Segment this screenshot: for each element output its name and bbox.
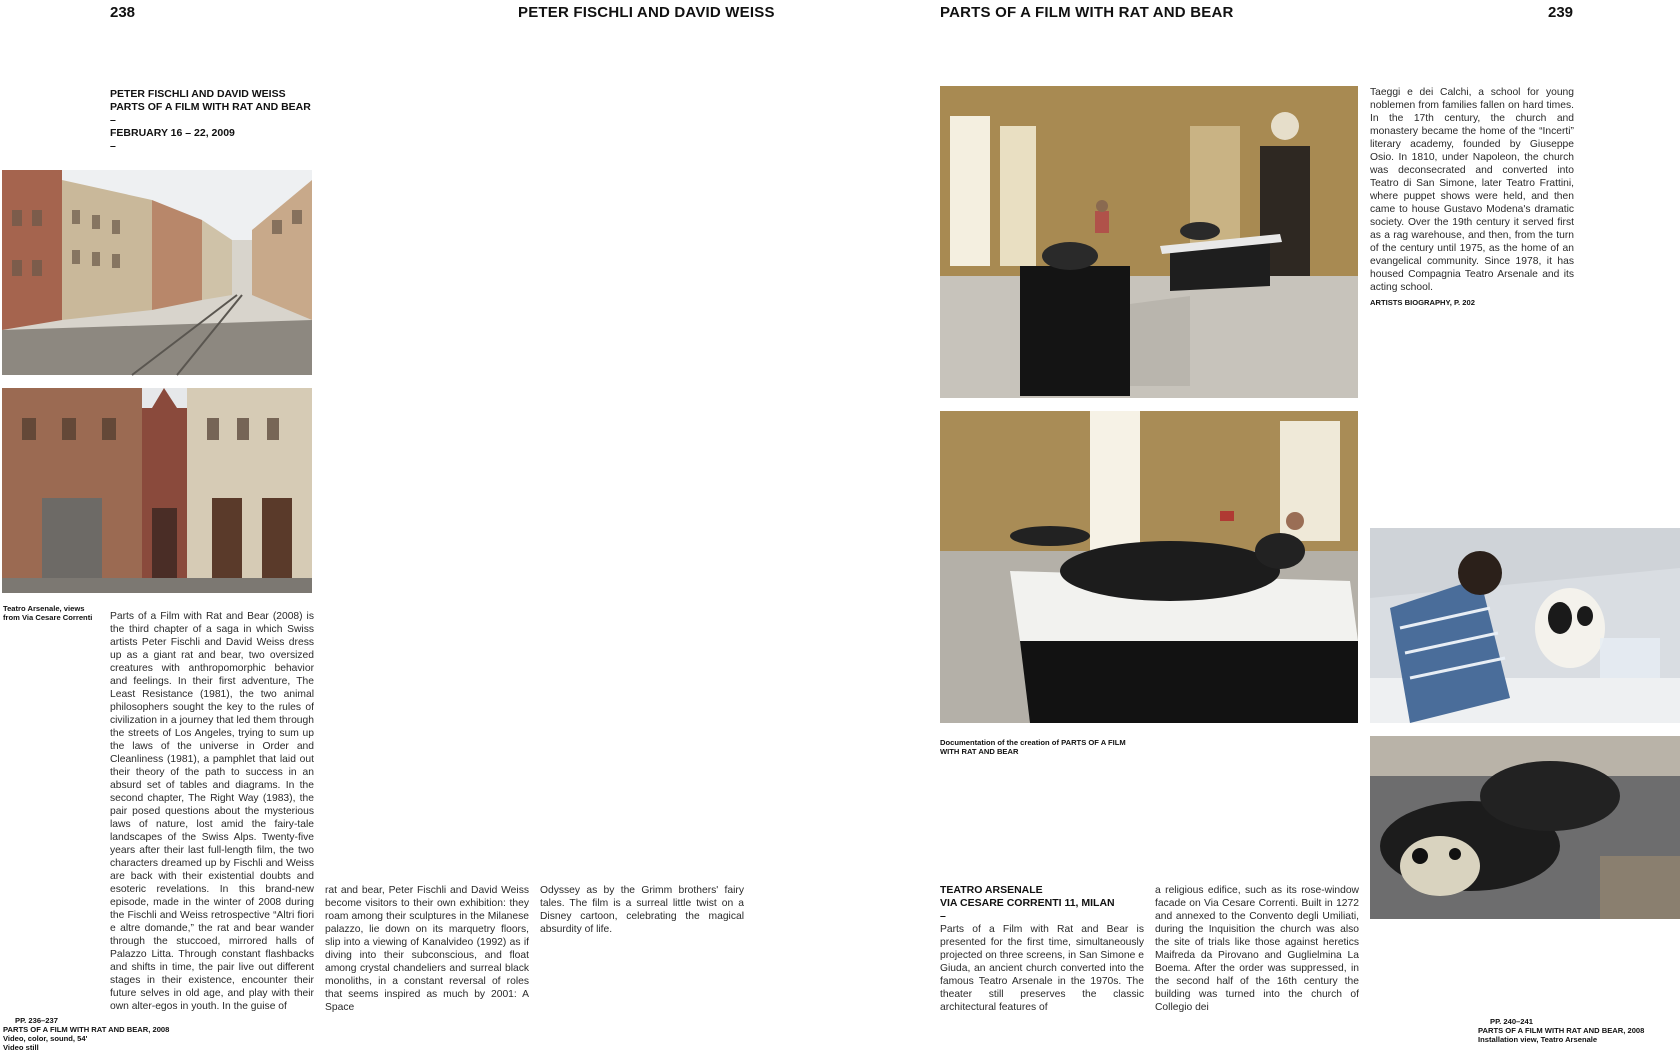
intro-artists: PETER FISCHLI AND DAVID WEISS	[110, 88, 286, 100]
venue-text-top: Taeggi e dei Calchi, a school for young noblemen from families fallen on hard times. In the 17th century, the church and monastery became the home of the “Incerti” literary academy, founded by Giuseppe Osio. In 1810, under Napoleon, the church was deconsecrated and converted into Teatro di San Simone, later Teatro Frattini, where puppet shows were held, and then came to house Gustavo Modena's dramatic society. Over the 19th century it served first as a rag warehouse, and then, from the turn of the century until 1975, as the home of an evangelical community. Since 1978, it has housed Compagnia Teatro Arsenale and its acting school.	[1370, 87, 1574, 293]
right-footer-pages: PP. 240–241	[1490, 1017, 1533, 1026]
right-running-title: PARTS OF A FILM WITH RAT AND BEAR	[940, 4, 1234, 21]
article-text-col2: rat and bear, Peter Fischli and David Weiss become visitors to their own exhibition: they roam among their sculptures in the Milanese palazzo, lie down on its marquetry floors, slip into a viewing of Kanalvideo (1992) as if diving into their subconscious, and float among crystal chandeliers and surreal black monoliths, in a constant reversal of roles that seems inspired as much by 2001: A Space	[325, 885, 529, 1013]
intro-dash: –	[110, 140, 116, 152]
street-views-caption: Teatro Arsenale, views from Via Cesare Correnti	[3, 604, 93, 622]
article-column-2	[325, 884, 529, 1013]
left-footer-medium: Video, color, sound, 54'	[3, 1034, 88, 1043]
venue-text-col1: Parts of a Film with Rat and Bear is presented for the first time, simultaneously projected on three screens, in San Simone e Giuda, an ancient church converted into the famous Teatro Arsenale in the 1970s. The theater still preserves the classic architectural features of	[940, 924, 1144, 1013]
intro-dash: –	[110, 114, 116, 126]
intro-block	[110, 88, 350, 153]
workshop-photo-1	[1370, 528, 1680, 723]
article-column-1	[110, 610, 314, 1012]
venue-dash: –	[940, 910, 946, 922]
venue-text-col2: a religious edifice, such as its rose-window facade on Via Cesare Correnti. Built in 1272 and annexed to the Convento degli Umiliati, during the Inquisition the church was also the site of trials like those against heretics Maifreda da Pirovano and Guglielmina La Boema. After the order was suppressed, in the second half of the 16th century the building was turned into the church of Collegio dei	[1155, 885, 1359, 1013]
venue-name: TEATRO ARSENALE	[940, 884, 1043, 896]
left-footer-caption	[3, 1016, 203, 1052]
right-footer-caption	[1478, 1017, 1678, 1044]
left-footer-note: Video still	[3, 1043, 39, 1052]
article-text-col3: Odyssey as by the Grimm brothers' fairy tales. The film is a surreal little twist on a Disney cartoon, celebrating the magical absurdity of life.	[540, 885, 744, 935]
documentation-caption: Documentation of the creation of PARTS OF A FILM WITH RAT AND BEAR	[940, 738, 1126, 756]
right-page-number: 239	[1548, 4, 1574, 21]
intro-title: PARTS OF A FILM WITH RAT AND BEAR	[110, 101, 311, 113]
installation-photo-1	[940, 86, 1358, 398]
venue-title-block	[940, 884, 1144, 923]
right-footer-title: PARTS OF A FILM WITH RAT AND BEAR, 2008	[1478, 1026, 1645, 1035]
left-page-number: 238	[110, 4, 136, 21]
venue-column-2	[1155, 884, 1359, 1013]
street-photo-1	[2, 170, 312, 375]
left-footer-pages: PP. 236–237	[15, 1016, 58, 1025]
venue-column-top	[1370, 86, 1574, 293]
venue-address: VIA CESARE CORRENTI 11, MILAN	[940, 897, 1115, 909]
biography-reference: ARTISTS BIOGRAPHY, P. 202	[1370, 298, 1475, 307]
right-footer-note: Installation view, Teatro Arsenale	[1478, 1035, 1598, 1044]
street-photo-2	[2, 388, 312, 593]
intro-dates: FEBRUARY 16 – 22, 2009	[110, 127, 235, 139]
installation-photo-2	[940, 411, 1358, 723]
article-text-col1: Parts of a Film with Rat and Bear (2008) is the third chapter of a saga in which Swiss artists Peter Fischli and David Weiss dress up as a giant rat and bear, two oversized creatures with anthropomorphic behavior and feelings. In their first adventure, The Least Resistance (1981), the two animal philosophers sought the key to the rules of civilization in a journey that led them through the streets of Los Angeles, trying to sum up the laws of the universe in Order and Cleanliness (1981), a pamphlet that laid out their theory of the path to success in an absurd set of tables and diagrams. In the second chapter, The Right Way (1983), the pair posed questions about the mysterious laws of nature, lost amid the fairy-tale landscapes of the Swiss Alps. Twenty-five years after their last full-length film, the two characters dreamed up by Fischli and Weiss are back with their existential doubts and esoteric revelations. In this brand-new episode, made in the winter of 2008 during the Fischli and Weiss retrospective “Altri fiori e altre domande,” the rat and bear wander through the stuccoed, mirrored halls of Palazzo Litta. Through constant flashbacks and shifts in time, the pair live out different stages in their existence, encounter their future selves in old age, and play with their own alter-egos in youth. In the guise of	[110, 611, 314, 1012]
left-running-title: PETER FISCHLI AND DAVID WEISS	[518, 4, 775, 21]
article-column-3	[540, 884, 744, 1002]
venue-column-1	[940, 923, 1144, 1013]
workshop-photo-2	[1370, 736, 1680, 919]
left-footer-title: PARTS OF A FILM WITH RAT AND BEAR, 2008	[3, 1025, 170, 1034]
